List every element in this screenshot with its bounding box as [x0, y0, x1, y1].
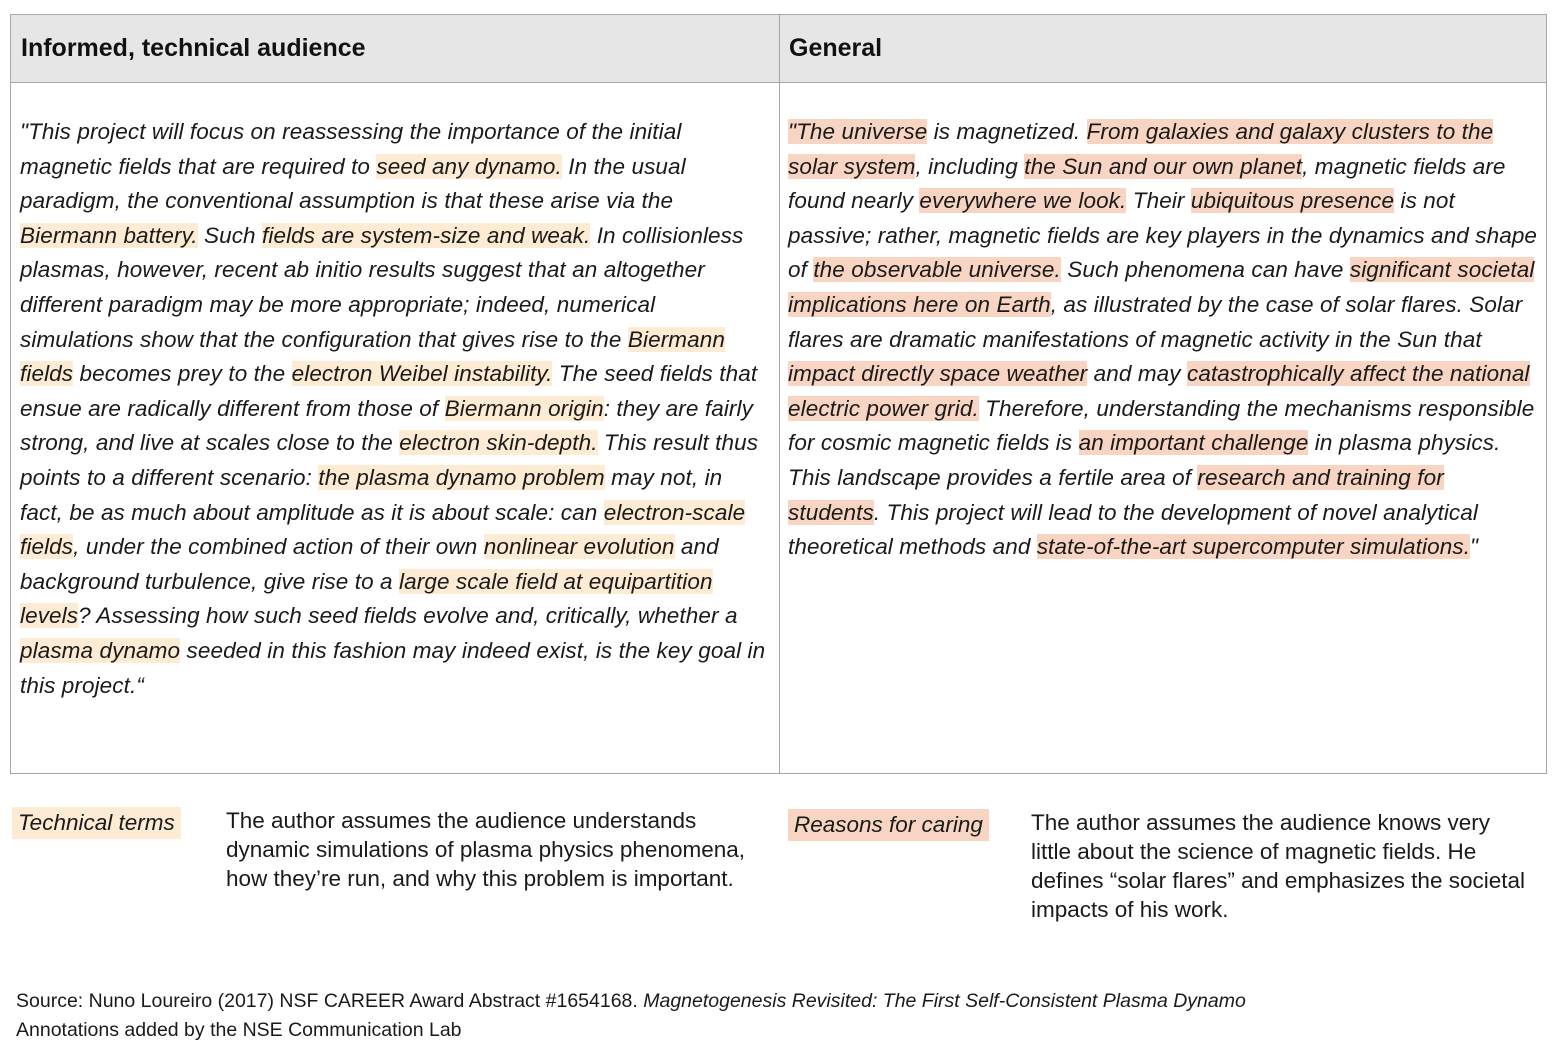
highlighted-phrase: large scale field at equipartition levels [20, 568, 713, 629]
text-run: Such [197, 222, 263, 248]
highlighted-phrase: research and training for students [788, 464, 1444, 525]
highlighted-phrase: significant societal implications here on Earth [788, 257, 1535, 317]
text-run: , under the combined action of their own [73, 534, 484, 560]
legend-reasons-for-caring-tag: Reasons for caring [788, 809, 989, 841]
column-divider [779, 15, 780, 773]
technical-abstract-text [20, 115, 770, 703]
highlighted-phrase: state-of-the-art supercomputer simulations. [1036, 534, 1471, 560]
text-run: . This project will lead to the development of novel analytical theoretical methods and [788, 499, 1478, 560]
text-run: and may [1087, 361, 1187, 387]
highlighted-phrase: nonlinear evolution [483, 534, 675, 560]
text-run: Their [1126, 188, 1191, 214]
highlighted-phrase: catastrophically affect the national electric power grid. [788, 361, 1530, 421]
source-prefix: Source: Nuno Loureiro (2017) NSF CAREER Award Abstract #1654168. [16, 990, 644, 1012]
source-title: Magnetogenesis Revisited: The First Self-Consistent Plasma Dynamo [643, 990, 1246, 1012]
annotations-note: Annotations added by the NSE Communication Lab [16, 1019, 462, 1041]
highlighted-phrase: "The universe [788, 119, 928, 144]
text-run: in plasma physics. This landscape provides a fertile area of [788, 430, 1501, 490]
highlighted-phrase: the plasma dynamo problem [318, 464, 605, 490]
text-run: " [1470, 534, 1479, 560]
general-abstract-text [788, 115, 1538, 565]
highlighted-phrase: electron skin-depth. [399, 430, 598, 456]
highlighted-phrase: electron-scale fields [20, 499, 746, 560]
comparison-table [10, 14, 1547, 774]
text-run: Therefore, understanding the mechanisms responsible for cosmic magnetic fields is [788, 395, 1535, 456]
text-run: , as illustrated by the case of solar flares. Solar flares are dramatic manifestations of magnetic activity in the Sun that [788, 291, 1523, 352]
text-run: becomes prey to the [73, 361, 292, 387]
highlighted-phrase: Biermann battery. [20, 222, 198, 248]
highlighted-phrase: fields are system-size and weak. [262, 222, 591, 248]
legend-technical-description: The author assumes the audience understands dynamic simulations of plasma physics phenomena, how they’re run, and why this problem is important. [226, 808, 746, 891]
header-technical-audience: Informed, technical audience [21, 34, 366, 62]
highlighted-phrase: everywhere we look. [919, 188, 1127, 214]
highlighted-phrase: plasma dynamo [20, 637, 181, 663]
text-run: is not passive; rather, magnetic fields are key players in the dynamics and shape of [788, 188, 1538, 283]
highlighted-phrase: an important challenge [1078, 430, 1309, 456]
highlighted-phrase: impact directly space weather [788, 361, 1088, 387]
text-run: seeded in this fashion may indeed exist, is the key goal in this project.“ [20, 637, 766, 698]
text-run: The seed fields that ensue are radically different from those of [20, 361, 758, 421]
highlighted-phrase: the Sun and our own planet [1024, 153, 1303, 179]
highlighted-phrase: Biermann fields [20, 326, 725, 387]
highlighted-phrase: electron Weibel instability. [291, 361, 553, 387]
text-run: This result thus points to a different scenario: [20, 430, 759, 490]
text-run: In collisionless plasmas, however, recent ab initio results suggest that an altogether different paradigm may be more appropriate; indeed, numerical simulations show that the configuration that gives rise to the [20, 222, 744, 352]
text-run: "This project will focus on reassessing the importance of the initial magnetic fields that are required to [20, 119, 682, 179]
text-run: , magnetic fields are found nearly [788, 153, 1506, 214]
text-run: is magnetized. [927, 119, 1087, 144]
highlighted-phrase: ubiquitous presence [1190, 188, 1395, 214]
text-run: : they are fairly strong, and live at scales close to the [20, 395, 753, 456]
text-run: In the usual paradigm, the conventional assumption is that these arise via the [20, 153, 686, 214]
highlighted-phrase: the observable universe. [813, 257, 1061, 283]
highlighted-phrase: seed any dynamo. [376, 153, 562, 179]
text-run: may not, in fact, be as much about amplitude as it is about scale: can [20, 464, 723, 525]
text-run: ? Assessing how such seed fields evolve and, critically, whether a [78, 603, 738, 629]
legend-technical-terms-tag: Technical terms [12, 807, 181, 839]
text-run: , including [915, 153, 1025, 179]
source-line [16, 987, 1246, 1016]
source-citation [16, 987, 1246, 1045]
text-run: Such phenomena can have [1060, 257, 1350, 283]
highlighted-phrase: From galaxies and galaxy clusters to the solar system [788, 119, 1494, 179]
text-run: and background turbulence, give rise to a [20, 534, 719, 594]
highlighted-phrase: Biermann origin [444, 395, 604, 421]
legend-caring-description: The author assumes the audience knows very little about the science of magnetic fields. He defines “solar flares” and emphasizes the societal impacts of his work. [1031, 810, 1526, 922]
header-general-audience: General [789, 34, 883, 62]
